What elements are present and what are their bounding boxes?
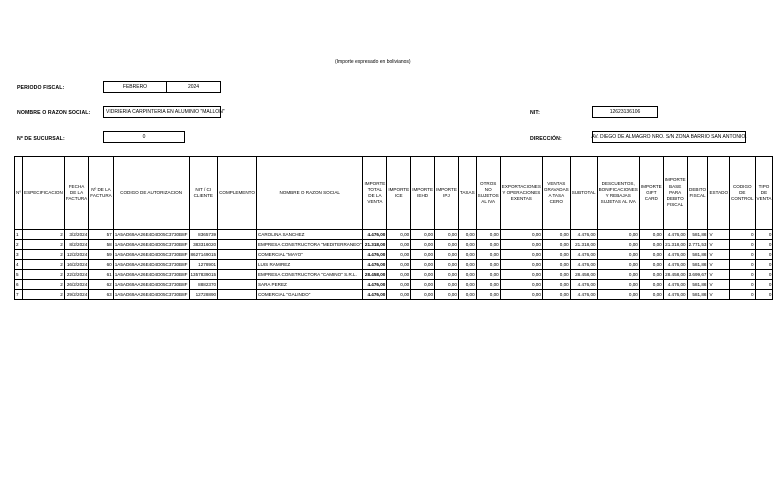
table-cell: 0,00 [411, 260, 435, 270]
table-cell: 0,00 [435, 280, 459, 290]
currency-note: (Importe expresado en bolivianos) [335, 59, 411, 65]
table-cell: 0,00 [542, 290, 570, 300]
table-cell: 0,00 [500, 290, 542, 300]
table-cell: 0,00 [639, 260, 663, 270]
table-cell: 22/2/2024 [64, 270, 88, 280]
table-cell: 0,00 [476, 250, 500, 260]
table-cell: 16/2/2024 [64, 260, 88, 270]
periodo-mes-field: FEBRERO [103, 81, 167, 93]
header-cell: Nº [15, 157, 23, 230]
table-cell: 28.458,00 [663, 270, 687, 280]
table-cell: 0 [755, 260, 773, 270]
table-cell: 4.476,00 [363, 290, 387, 300]
table-cell: 4.476,00 [363, 250, 387, 260]
table-cell: 0,00 [435, 250, 459, 260]
table-row [15, 260, 773, 270]
table-cell: 61 [89, 270, 113, 280]
table-cell [218, 240, 257, 250]
table-cell: 62 [89, 280, 113, 290]
header-cell: VENTAS GRAVADAS A TASA CERO [542, 157, 570, 230]
table-cell: 0,00 [476, 280, 500, 290]
header-cell: COMPLEMENTO [218, 157, 257, 230]
table-cell: 4.476,00 [363, 280, 387, 290]
table-cell: 60 [89, 260, 113, 270]
table-cell: 0,00 [458, 260, 476, 270]
table-cell: 0,00 [458, 290, 476, 300]
table-cell: 3 [15, 250, 23, 260]
table-cell: 0,00 [500, 250, 542, 260]
table-cell: 29/2/2024 [64, 290, 88, 300]
header-cell: IMPORTE IPJ [435, 157, 459, 230]
table-cell: 8627149015 [189, 250, 218, 260]
table-cell: 0,00 [435, 230, 459, 240]
nit-label: NIT: [530, 110, 540, 116]
table-cell: 4.476,00 [363, 260, 387, 270]
table-cell: 0 [755, 270, 773, 280]
table-cell: 1A5AD69AA26E4D4D05C3730B8F [113, 230, 189, 240]
table-body [15, 230, 773, 300]
table-cell: CAROLINA SANCHEZ [256, 230, 363, 240]
table-cell: 383316020 [189, 240, 218, 250]
table-cell: V [708, 280, 730, 290]
header-cell: NIT / CI CLIENTE [189, 157, 218, 230]
direccion-field: AV. DIEGO DE ALMAGRO NRO. S/N ZONA BARRIO SAN ANTONIO. [592, 131, 746, 143]
table-row [15, 270, 773, 280]
table-cell: V [708, 230, 730, 240]
table-cell: 0,00 [639, 230, 663, 240]
table-cell: 0,00 [435, 290, 459, 300]
table-cell: 0,00 [639, 240, 663, 250]
table-cell: 0,00 [597, 250, 639, 260]
table-cell: EMPRESA CONSTRUCTORA "CAMINO" S.R.L. [256, 270, 363, 280]
table-cell: 6 [15, 280, 23, 290]
table-cell: 0,00 [458, 270, 476, 280]
table-cell: 3/2/2024 [64, 230, 88, 240]
table-cell: LUIS RAMIREZ [256, 260, 363, 270]
table-cell: 0,00 [500, 230, 542, 240]
table-cell: 0,00 [542, 260, 570, 270]
header-cell: DEBITO FISCAL [687, 157, 708, 230]
header-cell: ESTADO [708, 157, 730, 230]
table-cell: 0,00 [411, 280, 435, 290]
sucursal-field: 0 [103, 131, 185, 143]
table-row [15, 240, 773, 250]
table-cell: 0,00 [542, 230, 570, 240]
nombre-label: NOMBRE O RAZON SOCIAL: [17, 110, 91, 116]
table-cell: 1A5AD69AA26E4D4D05C3730B8F [113, 270, 189, 280]
table-cell: 0 [755, 290, 773, 300]
table-cell: 581,88 [687, 250, 708, 260]
table-cell: 0,00 [387, 260, 411, 270]
table-cell: 5 [15, 270, 23, 280]
table-cell: 0,00 [435, 260, 459, 270]
table-cell: V [708, 250, 730, 260]
table-cell: 0 [730, 270, 755, 280]
table-cell: 58 [89, 240, 113, 250]
table-cell: 581,88 [687, 230, 708, 240]
table-cell: 0 [730, 260, 755, 270]
table-cell: 12728890 [189, 290, 218, 300]
table-cell: 0,00 [500, 280, 542, 290]
table-cell: 4.476,00 [663, 250, 687, 260]
table-cell: 4.476,00 [663, 230, 687, 240]
table-cell: 0,00 [458, 240, 476, 250]
table-cell: 4 [15, 260, 23, 270]
table-cell: 2 [23, 250, 65, 260]
table-cell: 0,00 [476, 230, 500, 240]
table-cell: 21.318,00 [663, 240, 687, 250]
table-cell: 0,00 [597, 260, 639, 270]
table-cell: EMPRESA CONSTRUCTORA "MEDITERRANEO" [256, 240, 363, 250]
table-cell: 3.699,67 [687, 270, 708, 280]
header-cell: IMPORTE TOTAL DE LA VENTA [363, 157, 387, 230]
table-cell [218, 260, 257, 270]
table-cell [218, 280, 257, 290]
table-cell: COMERCIAL "MAYO" [256, 250, 363, 260]
table-cell: 0,00 [597, 290, 639, 300]
table-cell: 0,00 [387, 290, 411, 300]
direccion-label: DIRECCIÓN: [530, 136, 562, 142]
table-cell: 0 [730, 250, 755, 260]
table-cell: 28.458,00 [363, 270, 387, 280]
table-cell: 0 [755, 230, 773, 240]
table-cell: 1357839015 [189, 270, 218, 280]
header-cell: Nº DE LA FACTURA [89, 157, 113, 230]
table-cell: 4.476,00 [570, 290, 597, 300]
table-cell: 0,00 [476, 260, 500, 270]
table-cell: 0,00 [458, 250, 476, 260]
table-cell: 26/2/2024 [64, 280, 88, 290]
table-cell: 0 [755, 280, 773, 290]
table-cell: 0,00 [597, 270, 639, 280]
header-cell: IMPORTE IEHD [411, 157, 435, 230]
table-cell: 7 [15, 290, 23, 300]
table-row [15, 250, 773, 260]
table-cell: 4.476,00 [570, 260, 597, 270]
table-cell: 0,00 [476, 290, 500, 300]
table-cell: 1A5AD69AA26E4D4D05C3730B8F [113, 280, 189, 290]
table-cell: 63 [89, 290, 113, 300]
table-cell: 4.476,00 [663, 280, 687, 290]
table-cell: 28.458,00 [570, 270, 597, 280]
table-cell: 21.318,00 [363, 240, 387, 250]
table-cell: 0,00 [500, 270, 542, 280]
header-cell: DESCUENTOS, BONIFICACIONES Y REBAJAS SUJETAS AL IVA [597, 157, 639, 230]
table-cell: V [708, 260, 730, 270]
table-cell: 4.476,00 [570, 230, 597, 240]
table-cell: 8365739 [189, 230, 218, 240]
table-cell: 8882370 [189, 280, 218, 290]
table-cell: 0 [730, 280, 755, 290]
header-cell: TASAS [458, 157, 476, 230]
table-cell: 0,00 [435, 270, 459, 280]
table-cell: 59 [89, 250, 113, 260]
table-cell: 0,00 [542, 240, 570, 250]
table-cell: 0,00 [476, 270, 500, 280]
table-row [15, 230, 773, 240]
table-cell: 21.318,00 [570, 240, 597, 250]
header-cell: ESPECIFICACION [23, 157, 65, 230]
table-cell: 581,88 [687, 280, 708, 290]
periodo-anio-field: 2024 [167, 81, 221, 93]
table-row [15, 280, 773, 290]
table-cell: 0,00 [387, 250, 411, 260]
table-cell: 2 [23, 270, 65, 280]
header-cell: OTROS NO SUJETOS AL IVA [476, 157, 500, 230]
table-cell [218, 270, 257, 280]
table-cell: 0,00 [411, 240, 435, 250]
table-cell: 0,00 [639, 280, 663, 290]
table-cell: 0,00 [639, 270, 663, 280]
table-cell: 0,00 [387, 280, 411, 290]
table-cell: 0,00 [411, 270, 435, 280]
header-cell: CODIGO DE CONTROL [730, 157, 755, 230]
table-cell: 0,00 [639, 290, 663, 300]
table-cell: SARA PEREZ [256, 280, 363, 290]
table-cell: 12/2/2024 [64, 250, 88, 260]
table-cell: 0,00 [387, 270, 411, 280]
table-cell: 0 [755, 250, 773, 260]
table-cell: 0 [730, 290, 755, 300]
table-cell: V [708, 270, 730, 280]
table-cell: 0,00 [411, 230, 435, 240]
table-cell: 1278901 [189, 260, 218, 270]
table-cell: 2 [23, 280, 65, 290]
header-cell: TIPO DE VENTA [755, 157, 773, 230]
table-cell: 1A5AD69AA26E4D4D05C3730B8F [113, 290, 189, 300]
table-header-row [15, 157, 773, 230]
table-cell: 2 [15, 240, 23, 250]
table-cell: V [708, 290, 730, 300]
table-cell [218, 250, 257, 260]
table-cell: 2.771,53 [687, 240, 708, 250]
header-cell: SUBTOTAL [570, 157, 597, 230]
table-cell: 0,00 [542, 250, 570, 260]
table-cell: 0,00 [542, 280, 570, 290]
table-cell: 0,00 [597, 240, 639, 250]
table-cell: 4.476,00 [363, 230, 387, 240]
table-cell: 0 [755, 240, 773, 250]
table-cell: 57 [89, 230, 113, 240]
table-cell: 0 [730, 230, 755, 240]
table-cell: 2 [23, 240, 65, 250]
table-cell: 0,00 [476, 240, 500, 250]
table-cell: 1A5AD69AA26E4D4D05C3730B8F [113, 260, 189, 270]
table-cell: 0,00 [458, 280, 476, 290]
table-cell: 1A5AD69AA26E4D4D05C3730B8F [113, 250, 189, 260]
header-cell: EXPORTACIONES Y OPERACIONES EXENTAS [500, 157, 542, 230]
table-cell: 1 [15, 230, 23, 240]
table-cell: 0,00 [542, 270, 570, 280]
table-row [15, 290, 773, 300]
table-cell: 2 [23, 230, 65, 240]
header-cell: IMPORTE ICE [387, 157, 411, 230]
table-cell [218, 230, 257, 240]
table-cell: 0,00 [387, 230, 411, 240]
sales-table [14, 156, 773, 300]
table-cell: 4.476,00 [663, 290, 687, 300]
table-cell: 2 [23, 260, 65, 270]
nombre-field: VIDRIERIA CARPINTERIA EN ALUMINIO "MALLON" [103, 106, 221, 118]
table-cell: 0,00 [411, 250, 435, 260]
table-cell: 0,00 [500, 240, 542, 250]
header-cell: CODIGO DE AUTORIZACION [113, 157, 189, 230]
table-cell: 0,00 [387, 240, 411, 250]
table-cell: V [708, 240, 730, 250]
sucursal-label: Nº DE SUCURSAL: [17, 136, 65, 142]
table-cell: 0,00 [411, 290, 435, 300]
table-cell: 4.476,00 [663, 260, 687, 270]
table-cell: COMERCIAL "GALINDO" [256, 290, 363, 300]
table-cell: 0,00 [597, 280, 639, 290]
table-cell: 0,00 [435, 240, 459, 250]
header-cell: FECHA DE LA FACTURA [64, 157, 88, 230]
table-cell: 581,88 [687, 290, 708, 300]
table-cell: 8/2/2024 [64, 240, 88, 250]
table-cell: 0,00 [500, 260, 542, 270]
table-cell: 4.476,00 [570, 280, 597, 290]
table-cell: 4.476,00 [570, 250, 597, 260]
table-cell: 0 [730, 240, 755, 250]
table-cell [218, 290, 257, 300]
table-cell: 0,00 [639, 250, 663, 260]
nit-field: 12623136106 [592, 106, 658, 118]
periodo-label: PERIODO FISCAL: [17, 85, 65, 91]
table-cell: 0,00 [458, 230, 476, 240]
table-cell: 2 [23, 290, 65, 300]
table-cell: 0,00 [597, 230, 639, 240]
table-cell: 1A5AD69AA26E4D4D05C3730B8F [113, 240, 189, 250]
header-cell: NOMBRE O RAZON SOCIAL [256, 157, 363, 230]
header-cell: IMPORTE BASE PARA DEBITO FISCAL [663, 157, 687, 230]
table-cell: 581,88 [687, 260, 708, 270]
header-cell: IMPORTE GIFT CARD [639, 157, 663, 230]
